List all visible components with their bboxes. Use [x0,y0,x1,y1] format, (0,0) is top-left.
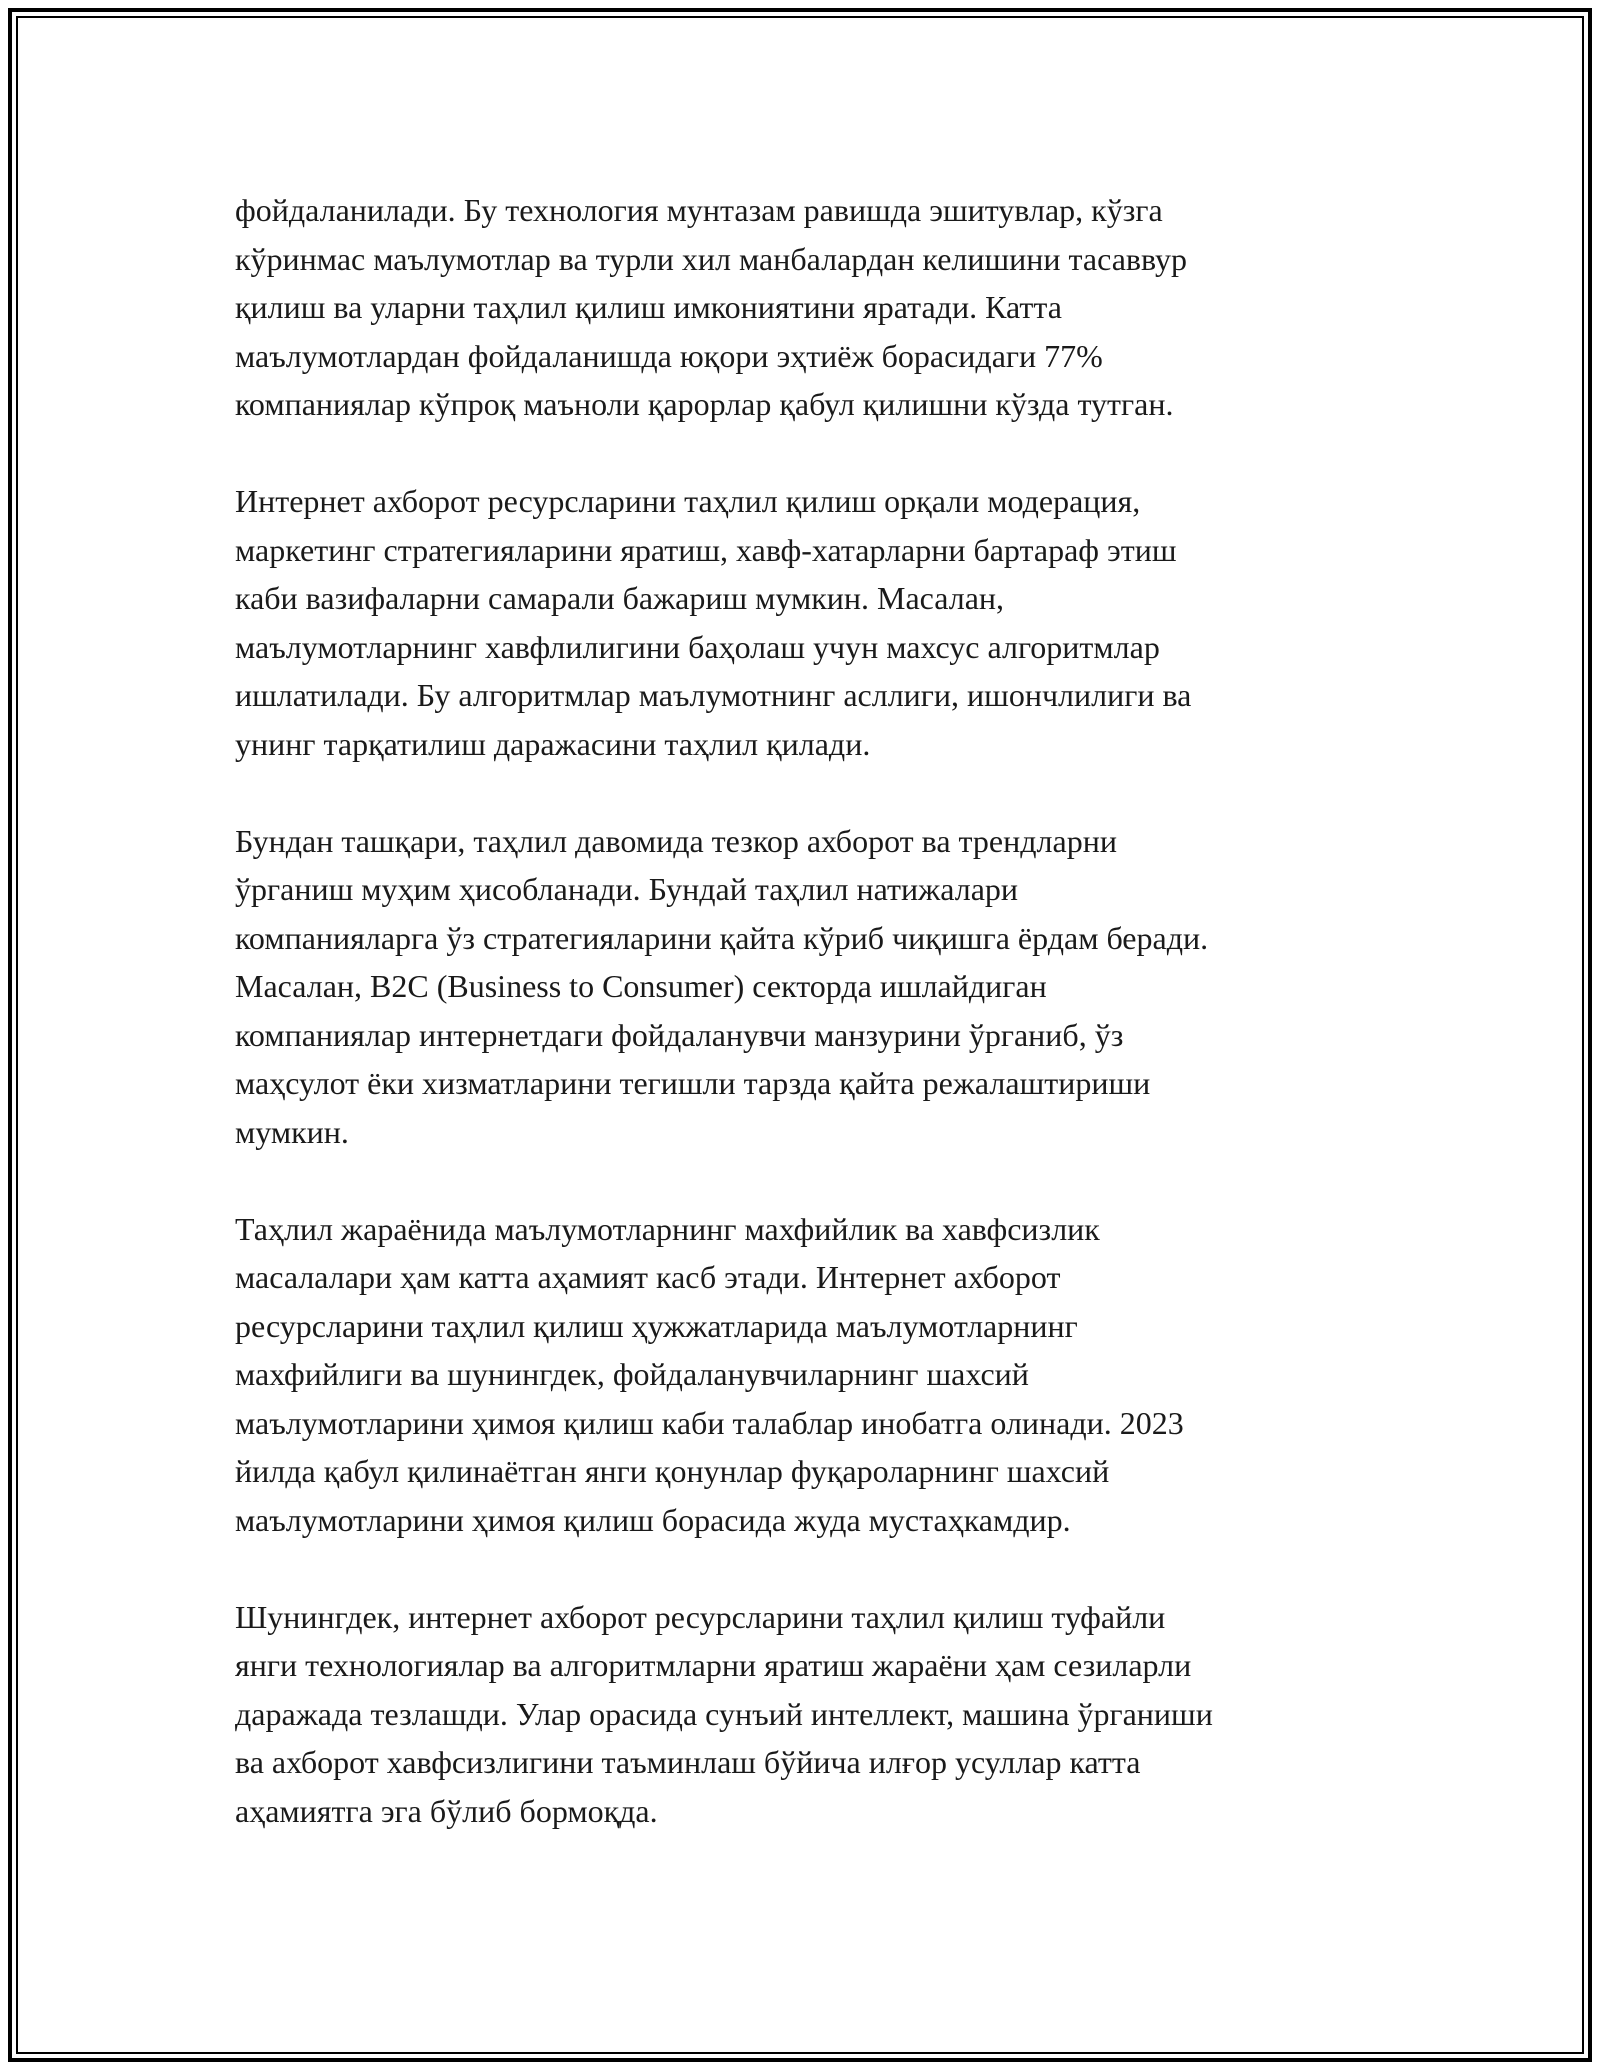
paragraph-1: фойдаланилади. Бу технология мунтазам равишда эшитувлар, кўзга кўринмас маълумотлар ва турли хил манбалардан келишини тасаввур қилиш ва уларни таҳлил қилиш имкониятини яратади. Катта маълумотлардан фойдаланишда юқори эҳтиёж борасидаги 77% компаниялар кўпроқ маъноли қарорлар қабул қилишни кўзда тутган. [235,192,1188,422]
paragraph-2: Интернет ахборот ресурсларини таҳлил қилиш орқали модерация, маркетинг стратегияларини яратиш, хавф-хатарларни бартараф этиш каби вазифаларни самарали бажариш мумкин. Масалан, маълумотларнинг хавфлилигини баҳолаш учун махсус алгоритмлар ишлатилади. Бу алгоритмлар маълумотнинг асллиги, ишончлилиги ва унинг тарқатилиш даражасини таҳлил қилади. [235,483,1192,762]
paragraph-5: Шунингдек, интернет ахборот ресурсларини таҳлил қилиш туфайли янги технологиялар ва алгоритмларни яратиш жараёни ҳам сезиларли даражада тезлашди. Улар орасида сунъий интеллект, машина ўрганиши ва ахборот хавфсизлигини таъминлаш бўйича илғор усуллар катта аҳамиятга эга бўлиб бормоқда. [235,1598,1213,1829]
paragraph-4: Таҳлил жараёнида маълумотларнинг махфийлик ва хавфсизлик масалалари ҳам катта аҳамият касб этади. Интернет ахборот ресурсларини таҳлил қилиш ҳужжатларида маълумотларнинг махфийлиги ва шунингдек, фойдаланувчиларнинг шахсий маълумотларини ҳимоя қилиш каби талаблар инобатга олинади. 2023 йилда қабул қилинаётган янги қонунлар фуқароларнинг шахсий маълумотларини ҳимоя қилиш борасида жуда мустаҳкамдир. [235,1210,1184,1538]
document-body [235,186,1385,1884]
paragraph-3: Бундан ташқари, таҳлил давомида тезкор ахборот ва трендларни ўрганиш муҳим ҳисобланади. Бундай таҳлил натижалари компанияларга ўз стратегияларини қайта кўриб чиқишга ёрдам беради. Масалан, B2C (Business to Consumer) секторда ишлайдиган компаниялар интернетдаги фойдаланувчи манзурини ўрганиб, ўз маҳсулот ёки хизматларини тегишли тарзда қайта режалаштириши мумкин. [235,822,1209,1150]
